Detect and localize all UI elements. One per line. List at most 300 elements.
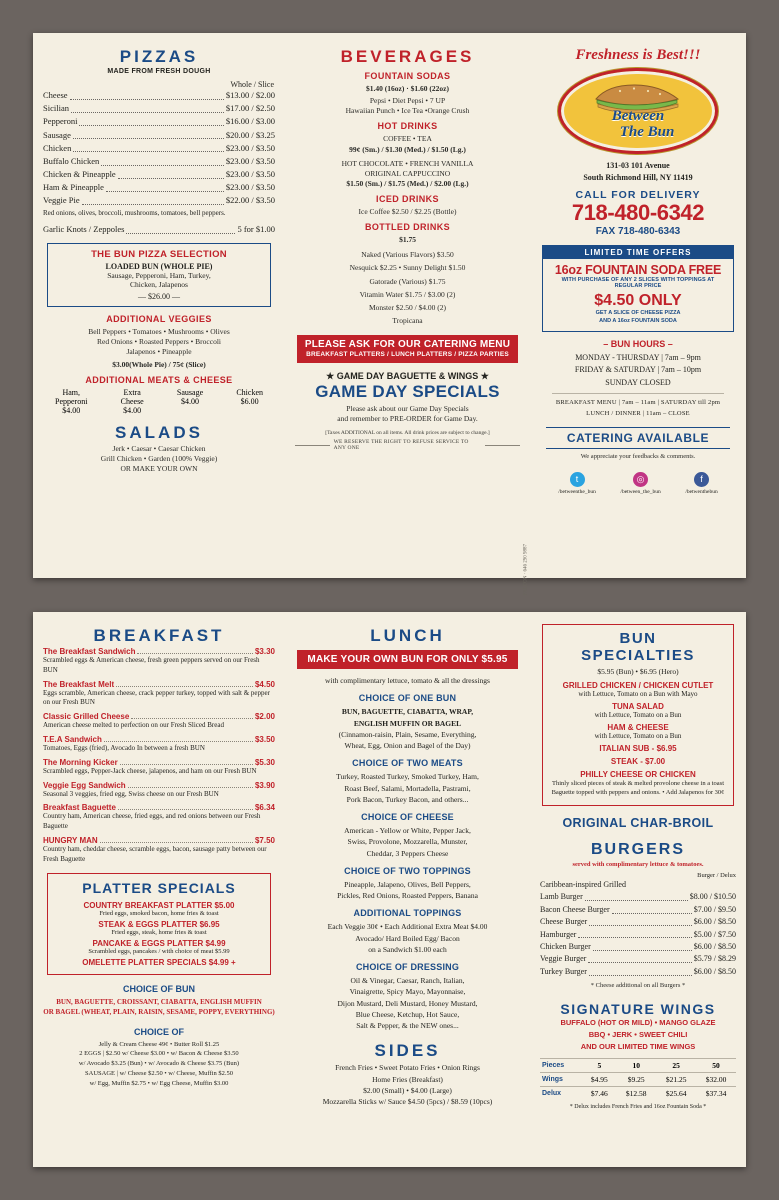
pizza-price: $16.00 / $3.00 <box>225 116 275 127</box>
hours-line1: MONDAY - THURSDAY | 7am – 9pm <box>575 352 701 362</box>
pizzas-column-header: Whole / Slice <box>230 80 274 89</box>
burger-name: Hamburger <box>540 929 577 939</box>
burger-sub: Lamb Burger <box>540 892 583 902</box>
item-desc: Eggs scramble, American cheese, crack pepper turkey, topped with salt & pepper on our Fresh BUN <box>43 688 270 707</box>
meat-name: Extra <box>123 387 141 397</box>
rights-note <box>295 439 520 451</box>
wings-header-cell: 5 <box>582 1058 616 1072</box>
sides-line3: $2.00 (Small) • $4.00 (Large) <box>363 1085 452 1095</box>
limited-time-offers-box <box>542 245 734 332</box>
burger-row <box>540 904 736 916</box>
pizza-row <box>43 89 275 102</box>
platter-item-desc: Fried eggs, steak, home fries & toast <box>111 928 207 936</box>
wings-cell: $25.64 <box>656 1086 696 1100</box>
hours-breakfast: BREAKFAST MENU | 7am – 11am | SATURDAY till 2pm <box>555 399 721 407</box>
choice-bun-line1: BUN, BAGUETTE, CROISSANT, CIABATTA, ENGLISH MUFFIN <box>56 997 262 1006</box>
fax-number: FAX 718-480-6343 <box>595 226 681 238</box>
dot-leader <box>589 975 692 976</box>
cheese-title: CHOICE OF CHEESE <box>361 812 454 822</box>
offer1-sub: WITH PURCHASE OF ANY 2 SLICES WITH TOPPINGS AT REGULAR PRICE <box>561 277 715 290</box>
burgers-footnote: * Cheese additional on all Burgers * <box>590 982 686 990</box>
dressing-line5: Salt & Pepper, & the NEW ones... <box>356 1021 459 1030</box>
specialty-name: STEAK - $7.00 <box>610 757 666 766</box>
pizza-price: $17.00 / $2.50 <box>225 103 275 114</box>
item-desc: American cheese melted to perfection on our Fresh Sliced Bread <box>43 721 224 730</box>
fountain-line1: Pepsi • Diet Pepsi • 7 UP <box>369 96 446 106</box>
pizza-price: $13.00 / $2.00 <box>225 90 275 100</box>
hot-line2: HOT CHOCOLATE • FRENCH VANILLA <box>341 158 474 168</box>
wings-cell: $32.00 <box>696 1072 736 1086</box>
item-price: $4.50 <box>254 679 275 689</box>
menu-inside-panel <box>33 612 746 1167</box>
catering-available-label: CATERING AVAILABLE <box>546 427 730 449</box>
item-price: $2.00 <box>254 712 275 722</box>
gameday-line1: Please ask about our Game Day Specials <box>346 404 469 413</box>
bun-pizza-title: THE BUN PIZZA SELECTION <box>91 249 227 261</box>
bun-pizza-line2: Sausage, Pepperoni, Ham, Turkey, <box>107 271 211 281</box>
salads-line1: Jerk • Caesar • Caesar Chicken <box>112 443 206 453</box>
specialty-desc: with Lettuce, Tomato on a Bun <box>594 732 682 740</box>
bun-specialties-title-2: SPECIALTIES <box>581 646 695 664</box>
meat-sub: Cheese <box>120 396 144 406</box>
add-toppings-line3: on a Sandwich $1.00 each <box>368 944 447 954</box>
pizza-name: Ham & Pineapple <box>43 182 104 193</box>
call-for-delivery-label: CALL FOR DELIVERY <box>575 189 701 201</box>
burger-name: Caribbean-inspired Grilled <box>540 879 626 889</box>
rule-left <box>295 445 330 446</box>
two-meats-line1: Turkey, Roasted Turkey, Smoked Turkey, Ham, <box>336 772 479 782</box>
choice-of-line4: SAUSAGE | w/ Cheese $2.50 • w/ Cheese, Muffin $2.50 <box>85 1069 233 1077</box>
item-label: Breakfast Baguette <box>43 803 116 813</box>
dot-leader <box>128 787 253 788</box>
burger-price: $6.00 / $8.50 <box>693 917 736 927</box>
hot-line1: COFFEE • TEA <box>383 134 432 144</box>
specialty-desc: with Lettuce, Tomato on a Bun <box>594 711 682 719</box>
dot-leader <box>106 191 224 192</box>
dot-leader <box>589 925 692 926</box>
breakfast-item <box>43 803 275 832</box>
choice-of-line5: w/ Egg, Muffin $2.75 • w/ Egg Cheese, Muffin $3.00 <box>89 1079 229 1087</box>
address-line2: South Richmond Hill, NY 11419 <box>583 173 693 182</box>
burger-price: $6.00 / $8.50 <box>693 941 736 951</box>
fountain-line2: Hawaiian Punch • Ice Tea •Orange Crush <box>345 106 470 116</box>
burgers-note: served with complimentary lettuce & tomatoes. <box>572 860 704 868</box>
bun-specialties-box <box>542 624 734 806</box>
lunch-note: with complimentary lettuce, tomato & all the dressings <box>325 676 490 685</box>
burger-row <box>540 953 736 965</box>
logo-line2: The Bun <box>619 123 675 140</box>
item-desc: Scrambled eggs, Pepper-Jack cheese, jalapenos, and ham on our Fresh BUN <box>43 766 257 775</box>
one-bun-line4: Wheat, Egg, Onion and Bagel of the Day) <box>344 741 471 750</box>
cheese-line1: American - Yellow or White, Pepper Jack, <box>344 826 471 835</box>
burger-row <box>540 941 736 953</box>
bottled-items <box>295 248 520 327</box>
dot-leader <box>120 764 253 765</box>
pizzas-title: PIZZAS <box>119 47 199 66</box>
beverages-title: BEVERAGES <box>340 47 475 66</box>
logo-wordmark <box>561 109 715 141</box>
burger-price: $5.79 / $8.29 <box>693 954 736 964</box>
breakfast-item <box>43 680 275 709</box>
meat-name: Sausage <box>176 387 204 397</box>
bottled-item: Tropicana <box>392 315 423 325</box>
wings-price-table <box>540 1058 736 1100</box>
breakfast-item <box>43 836 275 865</box>
pizza-price: $23.00 / $3.50 <box>225 155 275 166</box>
wings-row-label: Delux <box>540 1086 582 1100</box>
brand-column <box>530 33 746 578</box>
breakfast-item <box>43 712 275 731</box>
beverages-column <box>285 33 530 596</box>
rule-right <box>485 445 520 446</box>
gameday-specials-title: GAME DAY SPECIALS <box>315 382 500 401</box>
sides-line1: French Fries • Sweet Potato Fries • Onion Rings <box>335 1063 480 1073</box>
garlic-knots-name: Garlic Knots / Zeppoles <box>43 223 125 234</box>
hot-prices: 99¢ (Sm.) / $1.30 (Med.) / $1.50 (Lg.) <box>349 144 466 154</box>
dot-leader <box>82 204 224 205</box>
wings-cell: $9.25 <box>616 1072 656 1086</box>
social-facebook[interactable] <box>685 472 717 495</box>
dot-leader <box>118 809 253 810</box>
one-bun-line2: ENGLISH MUFFIN OR BAGEL <box>353 718 462 728</box>
add-toppings-line1: Each Veggie 30¢ • Each Additional Extra Meat $4.00 <box>327 922 488 932</box>
salads-title: SALADS <box>115 422 203 442</box>
dot-leader <box>585 900 688 901</box>
burgers-column-header: Burger / Delux <box>697 871 736 879</box>
pizzas-subtitle: MADE FROM FRESH DOUGH <box>107 68 211 75</box>
pizza-name: Sicilian <box>43 103 69 114</box>
breakfast-item <box>43 781 275 800</box>
meat-price: $6.00 <box>240 396 259 406</box>
wings-cell: $4.95 <box>582 1072 616 1086</box>
meat-col <box>177 388 203 415</box>
offer2-sub1: GET A SLICE OF CHEESE PIZZA <box>595 310 681 317</box>
meat-col <box>55 388 87 415</box>
toppings-line2: Pickles, Red Onions, Roasted Peppers, Banana <box>337 891 478 900</box>
bottled-item: Gatorade (Various) $1.75 <box>369 276 446 286</box>
dot-leader <box>131 718 253 719</box>
hot-drinks-title: HOT DRINKS <box>377 121 438 132</box>
bottled-item: Vitamin Water $1.75 / $3.00 (2) <box>359 289 456 299</box>
dot-leader <box>578 937 691 938</box>
item-label: The Breakfast Sandwich <box>43 647 136 656</box>
twitter-icon: t <box>570 472 585 487</box>
item-desc: Country ham, cheddar cheese, scramble eggs, bacon, sausage patty between our Fresh Baguette <box>43 844 267 863</box>
hours-title: – BUN HOURS – <box>603 338 673 349</box>
burger-name: Turkey Burger <box>540 966 587 976</box>
platter-item-name: PANCAKE & EGGS PLATTER $4.99 <box>92 938 226 948</box>
fountain-prices: $1.40 (16oz) · $1.60 (22oz) <box>366 84 449 93</box>
burgers-title-1: ORIGINAL CHAR-BROIL <box>562 816 714 831</box>
dot-leader <box>101 165 224 166</box>
facebook-handle: /betwenthebun <box>685 488 718 495</box>
address-line1: 131-03 101 Avenue <box>606 161 670 170</box>
toppings-line1: Pineapple, Jalapeno, Olives, Bell Peppers, <box>344 879 471 889</box>
burger-name: Chicken Burger <box>540 941 591 951</box>
dot-leader <box>612 913 692 914</box>
pizza-price: $23.00 / $3.50 <box>225 169 275 180</box>
garlic-knots-price: 5 for $1.00 <box>237 223 275 234</box>
meats-grid <box>43 388 275 415</box>
dot-leader <box>116 686 253 687</box>
dot-leader <box>100 842 253 843</box>
brand-logo <box>558 68 718 154</box>
breakfast-item <box>43 758 275 777</box>
one-bun-line1: BUN, BAGUETTE, CIABATTA, WRAP, <box>341 707 474 717</box>
burger-row <box>540 916 736 928</box>
burger-name: Cheese Burger <box>540 917 588 927</box>
pizza-name: Chicken <box>43 142 72 153</box>
bun-pizza-selection-box <box>47 243 271 307</box>
dressing-line4: Blue Cheese, Ketchup, Hot Sauce, <box>355 1009 460 1019</box>
hours-line2: FRIDAY & SATURDAY | 7am – 10pm <box>574 365 702 375</box>
meat-name: Ham, <box>62 387 80 397</box>
burgers-title-2: BURGERS <box>590 840 685 858</box>
dot-leader <box>593 950 692 951</box>
item-desc: Country ham, American cheese, fried eggs, and red onions between our Fresh Baguette <box>43 812 261 831</box>
pizza-price: $23.00 / $3.50 <box>225 142 275 153</box>
sides-line4: Mozzarella Sticks w/ Sauce $4.50 (5pcs) / $8.59 (10pcs) <box>322 1097 493 1106</box>
offer1-title: 16oz FOUNTAIN SODA FREE <box>554 263 722 278</box>
dressing-title: CHOICE OF DRESSING <box>355 962 460 972</box>
bun-specialties-price: $5.95 (Bun) • $6.95 (Hero) <box>597 667 679 676</box>
pizza-name: Pepperoni <box>43 116 78 127</box>
hot-line3: ORIGINAL CAPPUCCINO <box>364 168 451 178</box>
dot-leader <box>118 178 224 179</box>
fountain-sodas-title: FOUNTAIN SODAS <box>364 71 451 81</box>
make-your-own-bun-banner: MAKE YOUR OWN BUN FOR ONLY $5.95 <box>297 650 518 669</box>
specialty-name: TUNA SALAD <box>612 702 664 711</box>
gameday-disclaimer: [Taxes ADDITIONAL on all items. All drink prices are subject to change.] <box>325 430 490 437</box>
pizza-name: Cheese <box>43 90 68 100</box>
additional-toppings-title: ADDITIONAL TOPPINGS <box>353 908 462 919</box>
cheese-line3: Cheddar, 3 Peppers Cheese <box>366 848 449 858</box>
dressing-line3: Dijon Mustard, Deli Mustard, Honey Mustard, <box>337 998 478 1008</box>
choice-bun-line2: OR BAGEL (WHEAT, PLAIN, RAISIN, SESAME, POPPY, EVERYTHING) <box>43 1008 275 1017</box>
wings-row-label: Wings <box>540 1072 582 1086</box>
dot-leader <box>73 138 224 139</box>
breakfast-item <box>43 647 275 676</box>
additional-meats-title: ADDITIONAL MEATS & CHEESE <box>85 374 233 385</box>
specialty-desc: Thinly sliced pieces of steak & melted provolone cheese in a toast Baguette topped with peppers and onions. • Add Jalapenos for 30¢ <box>551 780 725 797</box>
two-meats-line3: Pork Bacon, Turkey Bacon, and others... <box>346 794 469 804</box>
burger-row <box>540 966 736 978</box>
sides-line2: Home Fries (Breakfast) <box>372 1074 443 1084</box>
logo-wrap <box>540 68 736 154</box>
meat-price: $4.00 <box>62 405 81 415</box>
pizza-row <box>43 155 275 168</box>
logo-line1: Between <box>611 108 665 124</box>
bun-pizza-price: — $26.00 — <box>138 292 180 302</box>
burger-name: Veggie Burger <box>540 954 587 964</box>
phone-number[interactable]: 718-480-6342 <box>571 200 705 225</box>
hours-line3: SUNDAY CLOSED <box>605 377 671 387</box>
item-label: The Breakfast Melt <box>43 679 115 689</box>
item-price: $6.34 <box>254 803 275 813</box>
meat-col <box>121 388 144 415</box>
dot-leader <box>588 962 691 963</box>
wings-row <box>540 1086 736 1100</box>
pizza-price: $23.00 / $3.50 <box>225 182 275 193</box>
platter-specials-title: PLATTER SPECIALS <box>82 879 236 896</box>
tagline: Freshness is Best!!! <box>575 47 701 63</box>
social-twitter[interactable] <box>558 472 596 495</box>
hours-lunch-dinner: LUNCH / DINNER | 11am – CLOSE <box>586 409 690 417</box>
meat-sub: Pepperoni <box>55 396 88 406</box>
hot-prices2: $1.50 (Sm.) / $1.75 (Med.) / $2.00 (Lg.) <box>346 178 469 188</box>
wings-header-cell: 50 <box>696 1058 736 1072</box>
burger-price: $5.00 / $7.50 <box>693 929 736 939</box>
two-meats-title: CHOICE OF TWO MEATS <box>352 758 463 769</box>
wings-flavor2: BBQ • JERK • SWEET CHILI <box>588 1029 688 1039</box>
cheese-line2: Swiss, Provolone, Mozzarella, Munster, <box>347 837 468 847</box>
pizza-price: $22.00 / $3.50 <box>225 195 275 206</box>
wings-flavor3: AND OUR LIMITED TIME WINGS <box>580 1041 696 1051</box>
item-price: $5.30 <box>254 757 275 767</box>
platter-item-desc: Scrambled eggs, pancakes / with choice of meat $5.99 <box>88 947 230 955</box>
burger-price: $7.00 / $9.50 <box>693 904 736 914</box>
catering-banner-line1: PLEASE ASK FOR OUR CATERING MENU <box>304 339 511 350</box>
meat-price: $4.00 <box>123 405 142 415</box>
specialty-name: PHILLY CHEESE OR CHICKEN <box>580 770 696 779</box>
sides-title: SIDES <box>374 1041 441 1061</box>
menu-front-panel <box>33 33 746 596</box>
platter-item-desc: Fried eggs, smoked bacon, home fries & toast <box>99 909 219 917</box>
specialty-name: GRILLED CHICKEN / CHICKEN CUTLET <box>562 681 714 690</box>
meat-name: Chicken <box>236 387 263 397</box>
hours-divider <box>552 393 724 394</box>
pizza-row <box>43 168 275 181</box>
offers-header: LIMITED TIME OFFERS <box>543 246 733 259</box>
bun-specialties-title-1: BUN <box>619 630 657 647</box>
dot-leader <box>71 112 224 113</box>
platter-specials-box <box>47 873 271 975</box>
burger-price: $8.00 / $10.50 <box>689 892 736 902</box>
bun-pizza-line3: Chicken, Jalapenos <box>130 280 188 290</box>
specialty-name: ITALIAN SUB - $6.95 <box>599 744 677 753</box>
dressing-line2: Vinaigrette, Spicy Mayo, Mayonnaise, <box>349 987 466 997</box>
wings-row <box>540 1072 736 1086</box>
lunch-title: LUNCH <box>370 626 445 645</box>
item-label: HUNGRY MAN <box>43 835 98 845</box>
bun-pizza-line1: LOADED BUN (WHOLE PIE) <box>105 262 213 272</box>
meat-col <box>236 388 263 415</box>
catering-banner-line2: BREAKFAST PLATTERS / LUNCH PLATTERS / PIZZA PARTIES <box>306 351 509 358</box>
pizza-name: Chicken & Pineapple <box>43 169 116 180</box>
pizza-row <box>43 194 275 207</box>
wings-flavor1: BUFFALO (HOT OR MILD) • MANGO GLAZE <box>560 1017 716 1027</box>
platter-item-name: STEAK & EGGS PLATTER $6.95 <box>98 919 220 929</box>
veggies-line3: Jalapenos • Pineapple <box>126 347 192 357</box>
bottled-price: $1.75 <box>399 235 416 245</box>
pizza-name: Sausage <box>43 129 71 140</box>
garlic-knots-row <box>43 223 275 236</box>
choice-of-line2: 2 EGGS | $2.50 w/ Cheese $3.00 • w/ Bacon & Cheese $3.50 <box>79 1050 239 1058</box>
gameday-header: ★ GAME DAY BAGUETTE & WINGS ★ <box>326 371 489 381</box>
wings-header-cell: Pieces <box>540 1058 582 1072</box>
pizza-row <box>43 102 275 115</box>
wings-header-cell: 10 <box>616 1058 656 1072</box>
item-label: Classic Grilled Cheese <box>43 712 130 722</box>
wings-footnote: * Delux includes French Fries and 16oz Fountain Soda * <box>569 1103 707 1110</box>
dot-leader <box>79 125 223 126</box>
lunch-column <box>285 612 530 1167</box>
pizza-name: Buffalo Chicken <box>43 155 100 166</box>
item-label: The Morning Kicker <box>43 757 118 767</box>
breakfast-title: BREAKFAST <box>93 626 225 645</box>
wings-cell: $7.46 <box>582 1086 616 1100</box>
item-price: $3.50 <box>254 734 275 744</box>
breakfast-column <box>33 612 285 1167</box>
signature-wings-title: SIGNATURE WINGS <box>560 1000 716 1017</box>
item-desc: Seasonal 3 veggies, fried egg, Swiss cheese on our Fresh BUN <box>43 789 219 798</box>
pizzas-column <box>33 33 285 578</box>
veggies-line1: Bell Peppers • Tomatoes • Mushrooms • Olives <box>88 327 230 337</box>
meat-price: $4.00 <box>181 396 200 406</box>
social-instagram[interactable] <box>620 472 660 495</box>
pizza-row <box>43 129 275 142</box>
item-label: T.E.A Sandwich <box>43 734 102 744</box>
choice-of-bun-title: CHOICE OF BUN <box>123 983 195 994</box>
item-desc: Tomatoes, Eggs (fried), Avocado In between a fresh BUN <box>43 743 205 752</box>
burger-row <box>540 879 736 891</box>
salads-line3: OR MAKE YOUR OWN <box>120 463 198 473</box>
instagram-icon: ◎ <box>633 472 648 487</box>
wings-header-cell: 25 <box>656 1058 696 1072</box>
pizza-price: $20.00 / $3.25 <box>225 129 275 140</box>
wings-cell: $21.25 <box>656 1072 696 1086</box>
catering-menu-banner <box>297 335 518 363</box>
dressing-line1: Oil & Vinegar, Caesar, Ranch, Italian, <box>350 976 465 985</box>
specialty-name: HAM & CHEESE <box>607 723 669 732</box>
offers-body <box>543 259 733 331</box>
bottled-item: Naked (Various Flavors) $3.50 <box>361 250 454 260</box>
bottled-item: Monster $2.50 / $4.00 (2) <box>368 302 447 312</box>
salads-line2: Grill Chicken • Garden (100% Veggie) <box>100 453 218 463</box>
dot-leader <box>70 99 224 100</box>
dot-leader <box>137 653 252 654</box>
breakfast-item <box>43 735 275 754</box>
dot-leader <box>73 151 224 152</box>
burger-name: Bacon Cheese Burger <box>540 904 610 914</box>
burger-row <box>540 929 736 941</box>
choice-of-title: CHOICE OF <box>133 1026 184 1037</box>
bottled-item: Nesquick $2.25 • Sunny Delight $1.50 <box>349 263 466 273</box>
specialty-desc: with Lettuce, Tomato on a Bun with Mayo <box>578 690 698 698</box>
add-toppings-line2: Avocado/ Hard Boiled Egg/ Bacon <box>355 933 460 943</box>
wings-cell: $12.58 <box>616 1086 656 1100</box>
item-price: $7.50 <box>254 835 275 845</box>
twitter-handle: /betweenthe_bun <box>558 488 596 495</box>
choice-of-line3: w/ Avocado $3.25 (Bun) • w/ Avocado & Cheese $3.75 (Bun) <box>78 1060 240 1068</box>
iced-drinks-title: ICED DRINKS <box>376 194 439 204</box>
iced-line1: Ice Coffee $2.50 / $2.25 (Bottle) <box>358 207 457 216</box>
platter-item-name: COUNTRY BREAKFAST PLATTER $5.00 <box>83 900 235 910</box>
printer-code: FALCON · 646 290 9887 <box>523 544 528 596</box>
pizza-name: Veggie Pie <box>43 195 80 206</box>
item-price: $3.30 <box>254 647 275 656</box>
pizza-row <box>43 142 275 155</box>
pizza-row <box>43 115 275 128</box>
specialties-column <box>530 612 746 1167</box>
item-price: $3.90 <box>254 780 275 790</box>
feedback-note: We appreciate your feedbacks & comments. <box>580 452 696 460</box>
wings-cell: $37.34 <box>696 1086 736 1100</box>
item-label: Veggie Egg Sandwich <box>43 780 126 790</box>
wings-header-row <box>540 1058 736 1072</box>
dot-leader <box>104 741 253 742</box>
two-meats-line2: Roast Beef, Salami, Mortadella, Pastrami, <box>344 783 471 793</box>
